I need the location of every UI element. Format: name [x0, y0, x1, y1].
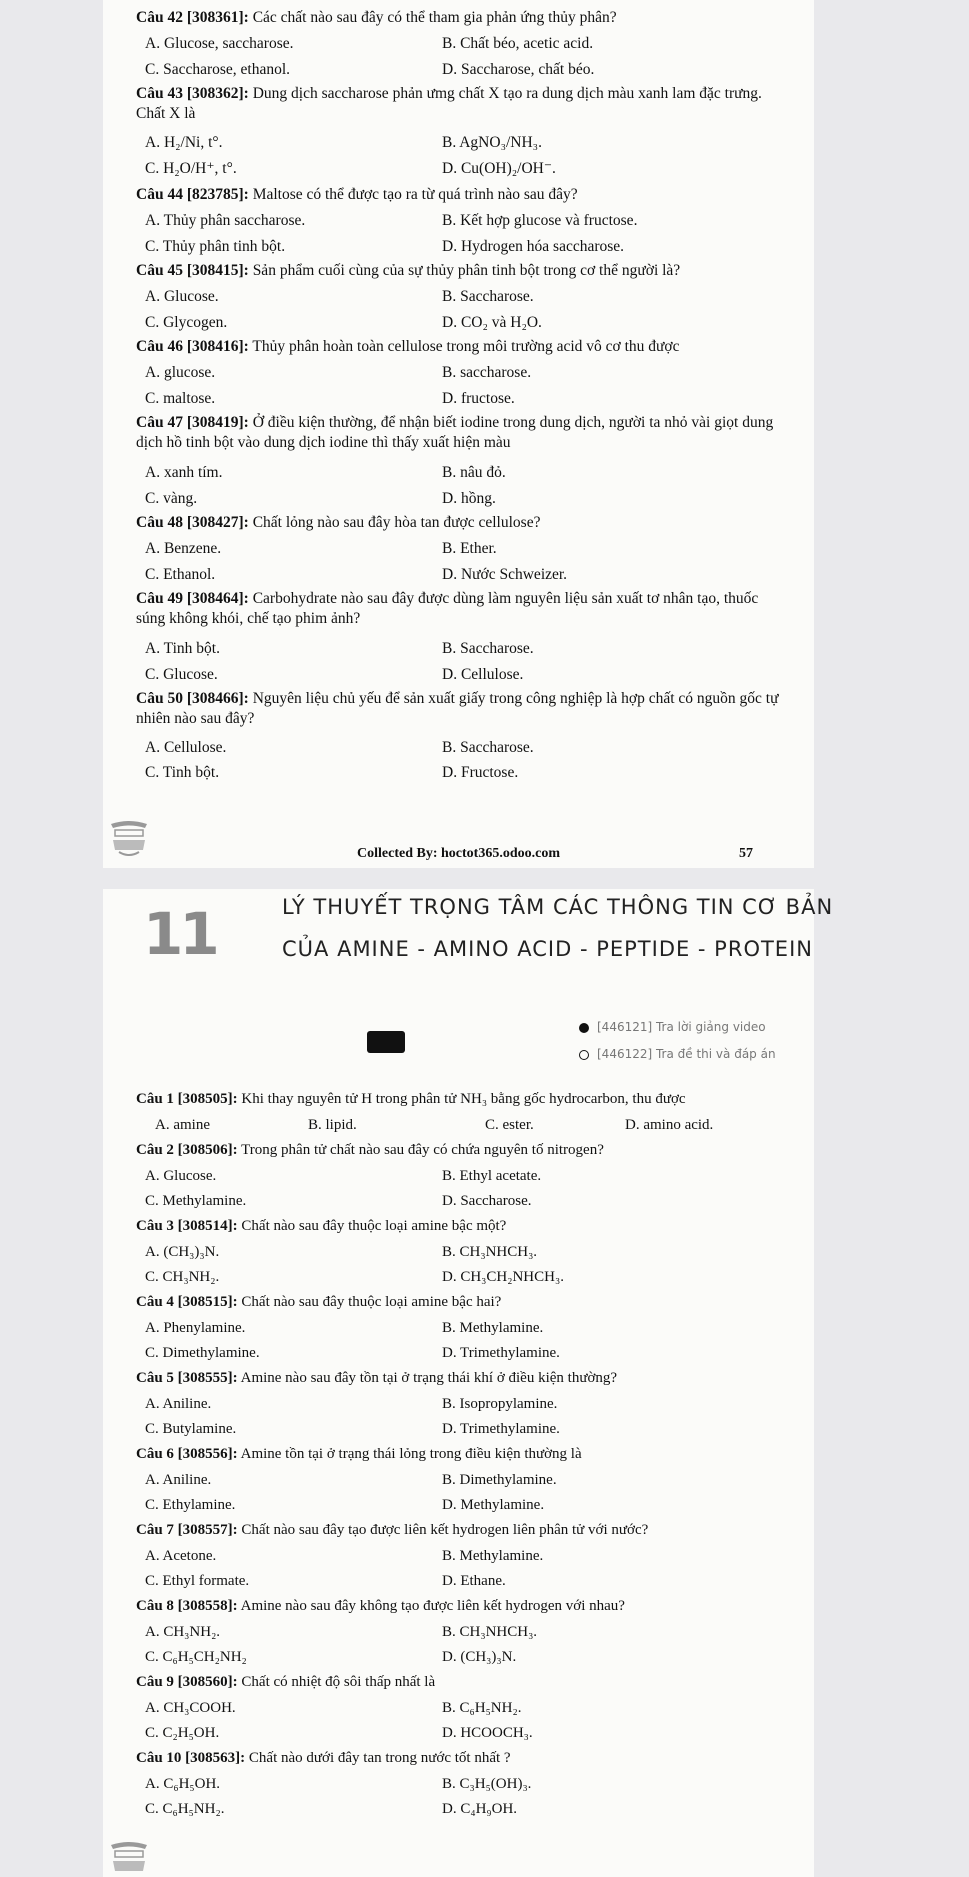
- option-a: A. Aniline.: [145, 1472, 212, 1488]
- question-50: Câu 50 [308466]: Nguyên liệu chủ yếu để sản xuất giấy trong công nghiệp là hợp chất có nguồn gốc tự nhiên nào sau đây?: [136, 690, 779, 727]
- option-d: D. Cu(OH)₂/OH⁻.: [442, 160, 556, 177]
- option-d: D. CO₂ và H₂O.: [442, 314, 542, 331]
- page-footer: Collected By: hoctot365.odoo.com: [357, 846, 560, 861]
- chapter-title-line-2: CỦA AMINE - AMINO ACID - PEPTIDE - PROTEIN: [282, 937, 813, 961]
- exam-answer-link[interactable]: [446122] Tra đề thi và đáp án: [579, 1047, 776, 1061]
- option-d: D. Ethane.: [442, 1573, 506, 1589]
- question-1: Câu 1 [308505]: Khi thay nguyên tử H trong phân tử NH₃ bằng gốc hydrocarbon, thu được: [136, 1091, 686, 1107]
- option-b: B. Saccharose.: [442, 288, 534, 305]
- option-b: B. CH₃NHCH₃.: [442, 1624, 538, 1640]
- option-b: B. Isopropylamine.: [442, 1396, 558, 1412]
- question-3: Câu 3 [308514]: Chất nào sau đây thuộc loại amine bậc một?: [136, 1218, 507, 1234]
- option-d: D. Nước Schweizer.: [442, 566, 568, 583]
- option-a: A. Cellulose.: [145, 739, 227, 756]
- video-lesson-link[interactable]: [446121] Tra lời giảng video: [579, 1020, 766, 1034]
- option-b: B. Methylamine.: [442, 1320, 544, 1336]
- option-c: C. Tinh bột.: [145, 764, 220, 781]
- option-b: B. C₃H₅(OH)₃.: [442, 1776, 532, 1792]
- chapter-number: 11: [143, 900, 216, 968]
- option-d: D. CH₃CH₂NHCH₃.: [442, 1269, 564, 1285]
- option-a: A. H₂/Ni, t°.: [145, 134, 223, 151]
- option-c: C. H₂O/H⁺, t°.: [145, 160, 237, 177]
- question-48: Câu 48 [308427]: Chất lỏng nào sau đây hòa tan được cellulose?: [136, 514, 541, 531]
- option-b: B. nâu đỏ.: [442, 464, 506, 481]
- option-d: D. Hydrogen hóa saccharose.: [442, 238, 625, 255]
- option-d: D. amino acid.: [625, 1117, 714, 1133]
- question-7: Câu 7 [308557]: Chất nào sau đây tạo được liên kết hydrogen liên phân tử với nước?: [136, 1522, 649, 1538]
- question-2: Câu 2 [308506]: Trong phân tử chất nào sau đây có chứa nguyên tố nitrogen?: [136, 1142, 604, 1158]
- option-a: A. C₆H₅OH.: [145, 1776, 221, 1792]
- option-a: A. Aniline.: [145, 1396, 212, 1412]
- option-b: B. saccharose.: [442, 364, 532, 381]
- option-d: D. fructose.: [442, 390, 515, 407]
- option-c: C. Saccharose, ethanol.: [145, 61, 291, 78]
- question-10: Câu 10 [308563]: Chất nào dưới đây tan trong nước tốt nhất ?: [136, 1750, 511, 1766]
- question-43: Câu 43 [308362]: Dung dịch saccharose phản ưmg chất X tạo ra dung dịch màu xanh lam đặc trưng. Chất X là: [136, 85, 762, 122]
- option-c: C. C₆H₅NH₂.: [145, 1801, 225, 1817]
- option-a: A. Phenylamine.: [145, 1320, 246, 1336]
- option-b: B. Saccharose.: [442, 640, 534, 657]
- option-a: A. Benzene.: [145, 540, 222, 557]
- option-b: B. Saccharose.: [442, 739, 534, 756]
- document-page-chapter-11: [103, 889, 834, 1877]
- option-c: C. vàng.: [145, 490, 198, 507]
- question-9: Câu 9 [308560]: Chất có nhiệt độ sôi thấp nhất là: [136, 1674, 436, 1690]
- question-47: Câu 47 [308419]: Ở điều kiện thường, để nhận biết iodine trong dung dịch, người ta nhỏ vài giọt dung dịch hồ tinh bột vào dung dịch iodine thì thấy xuất hiện màu: [136, 414, 774, 451]
- option-a: A. glucose.: [145, 364, 216, 381]
- option-b: B. Chất béo, acetic acid.: [442, 35, 594, 52]
- option-b: B. Kết hợp glucose và fructose.: [442, 212, 638, 229]
- page-number: 57: [739, 846, 753, 861]
- chapter-title-line-1: LÝ THUYẾT TRỌNG TÂM CÁC THÔNG TIN CƠ BẢN: [282, 895, 834, 919]
- option-c: C. maltose.: [145, 390, 216, 407]
- option-b: B. CH₃NHCH₃.: [442, 1244, 538, 1260]
- option-d: D. Methylamine.: [442, 1497, 545, 1513]
- bullet-icon: [579, 1023, 589, 1033]
- document-page-57: [103, 0, 814, 868]
- option-c: C. Butylamine.: [145, 1421, 237, 1437]
- option-b: B. C₆H₅NH₂.: [442, 1700, 522, 1716]
- option-b: B. Ether.: [442, 540, 497, 557]
- option-c: C. C₂H₅OH.: [145, 1725, 220, 1741]
- question-44: Câu 44 [823785]: Maltose có thể được tạo ra từ quá trình nào sau đây?: [136, 186, 578, 203]
- option-c: C. CH₃NH₂.: [145, 1269, 220, 1285]
- option-a: A. CH₃COOH.: [145, 1700, 236, 1716]
- option-b: B. AgNO₃/NH₃.: [442, 134, 542, 151]
- question-46: Câu 46 [308416]: Thủy phân hoàn toàn cellulose trong môi trường acid vô cơ thu được: [136, 338, 680, 355]
- qr-code-button[interactable]: [367, 1031, 405, 1053]
- option-a: A. Glucose, saccharose.: [145, 35, 294, 52]
- option-d: D. C₄H₉OH.: [442, 1801, 518, 1817]
- option-c: C. C₆H₅CH₂NH₂: [145, 1649, 247, 1665]
- option-b: B. lipid.: [308, 1117, 357, 1133]
- option-b: B. Methylamine.: [442, 1548, 544, 1564]
- option-a: A. Thủy phân saccharose.: [145, 212, 306, 229]
- question-45: Câu 45 [308415]: Sản phẩm cuối cùng của sự thủy phân tinh bột trong cơ thể người là?: [136, 262, 681, 279]
- option-a: A. CH₃NH₂.: [145, 1624, 221, 1640]
- option-d: D. (CH₃)₃N.: [442, 1649, 517, 1665]
- option-c: C. Methylamine.: [145, 1193, 247, 1209]
- option-b: B. Dimethylamine.: [442, 1472, 557, 1488]
- option-a: A. (CH₃)₃N.: [145, 1244, 220, 1260]
- option-c: C. Ethylamine.: [145, 1497, 236, 1513]
- option-a: A. amine: [155, 1117, 210, 1133]
- question-5: Câu 5 [308555]: Amine nào sau đây tồn tại ở trạng thái khí ở điều kiện thường?: [136, 1370, 618, 1386]
- option-c: C. Glycogen.: [145, 314, 228, 331]
- option-b: B. Ethyl acetate.: [442, 1168, 542, 1184]
- publisher-logo-icon: [107, 1839, 151, 1875]
- option-d: D. Fructose.: [442, 764, 519, 781]
- option-d: D. hồng.: [442, 490, 496, 507]
- option-d: D. HCOOCH₃.: [442, 1725, 533, 1741]
- option-a: A. Tinh bột.: [145, 640, 220, 657]
- option-c: C. Thủy phân tinh bột.: [145, 238, 286, 255]
- bullet-icon: [579, 1050, 589, 1060]
- option-d: D. Trimethylamine.: [442, 1421, 560, 1437]
- question-49: Câu 49 [308464]: Carbohydrate nào sau đây được dùng làm nguyên liệu sản xuất tơ nhân tạo, thuốc súng không khói, chế tạo phim ảnh?: [136, 590, 759, 627]
- option-c: C. ester.: [485, 1117, 534, 1133]
- question-4: Câu 4 [308515]: Chất nào sau đây thuộc loại amine bậc hai?: [136, 1294, 502, 1310]
- option-a: A. xanh tím.: [145, 464, 223, 481]
- option-d: D. Saccharose.: [442, 1193, 532, 1209]
- question-42: Câu 42 [308361]: Các chất nào sau đây có thể tham gia phản ứng thủy phân?: [136, 9, 617, 26]
- option-a: A. Glucose.: [145, 288, 219, 305]
- option-c: C. Glucose.: [145, 666, 218, 683]
- option-c: C. Ethanol.: [145, 566, 216, 583]
- question-6: Câu 6 [308556]: Amine tồn tại ở trạng thái lỏng trong điều kiện thường là: [136, 1446, 582, 1462]
- option-d: D. Saccharose, chất béo.: [442, 61, 595, 78]
- question-8: Câu 8 [308558]: Amine nào sau đây không tạo được liên kết hydrogen với nhau?: [136, 1598, 625, 1614]
- option-d: D. Cellulose.: [442, 666, 524, 683]
- option-a: A. Acetone.: [145, 1548, 217, 1564]
- option-c: C. Dimethylamine.: [145, 1345, 260, 1361]
- option-c: C. Ethyl formate.: [145, 1573, 250, 1589]
- option-a: A. Glucose.: [145, 1168, 217, 1184]
- option-d: D. Trimethylamine.: [442, 1345, 560, 1361]
